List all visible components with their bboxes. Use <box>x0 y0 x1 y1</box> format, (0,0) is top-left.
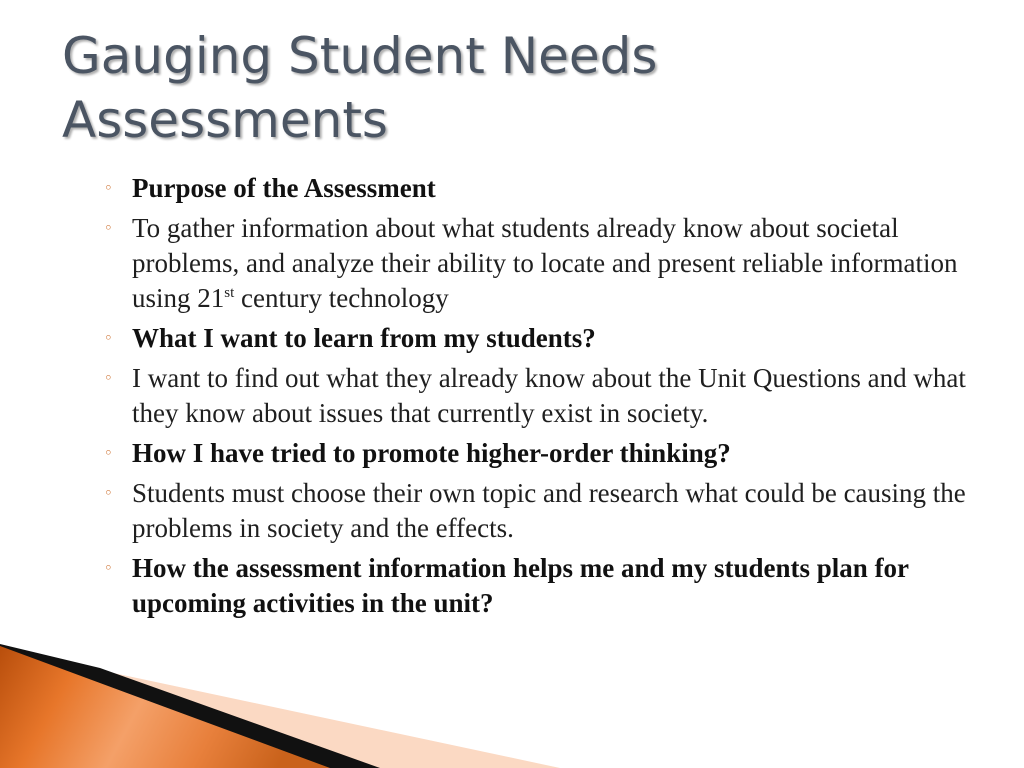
bullet-thinking-body <box>104 476 974 546</box>
bullet-circle-icon: ◦ <box>104 484 113 502</box>
title-line-2: Assessments <box>62 91 388 149</box>
bullet-circle-icon: ◦ <box>104 179 113 197</box>
bullet-learn-body <box>104 361 974 431</box>
ordinal-superscript: st <box>224 285 235 301</box>
bullet-text: Purpose of the Assessment <box>132 173 436 203</box>
title-line-1: Gauging Student Needs <box>62 27 658 85</box>
bullet-text: What I want to learn from my students? <box>132 323 596 353</box>
bullet-circle-icon: ◦ <box>104 369 113 387</box>
bullet-text: How I have tried to promote higher-order thinking? <box>132 438 731 468</box>
bullet-list <box>104 171 974 626</box>
bullet-learn-heading <box>104 321 974 356</box>
bullet-planning-heading <box>104 551 974 621</box>
bullet-text-continued: century technology <box>234 283 449 313</box>
bullet-purpose-heading <box>104 171 974 206</box>
bullet-thinking-heading <box>104 436 974 471</box>
decorative-swoosh <box>0 640 1024 768</box>
bullet-circle-icon: ◦ <box>104 559 113 577</box>
bullet-circle-icon: ◦ <box>104 444 113 462</box>
slide-title <box>62 24 962 152</box>
bullet-circle-icon: ◦ <box>104 329 113 347</box>
bullet-purpose-body <box>104 211 974 316</box>
bullet-text: To gather information about what students already know about societal problems, and analyze their ability to locate and present reliable information using 21 <box>132 213 958 313</box>
bullet-text: Students must choose their own topic and research what could be causing the problems in society and the effects. <box>132 478 966 543</box>
bullet-text: How the assessment information helps me and my students plan for upcoming activities in the unit? <box>132 553 909 618</box>
bullet-text: I want to find out what they already know about the Unit Questions and what they know about issues that currently exist in society. <box>132 363 966 428</box>
bullet-circle-icon: ◦ <box>104 219 113 237</box>
